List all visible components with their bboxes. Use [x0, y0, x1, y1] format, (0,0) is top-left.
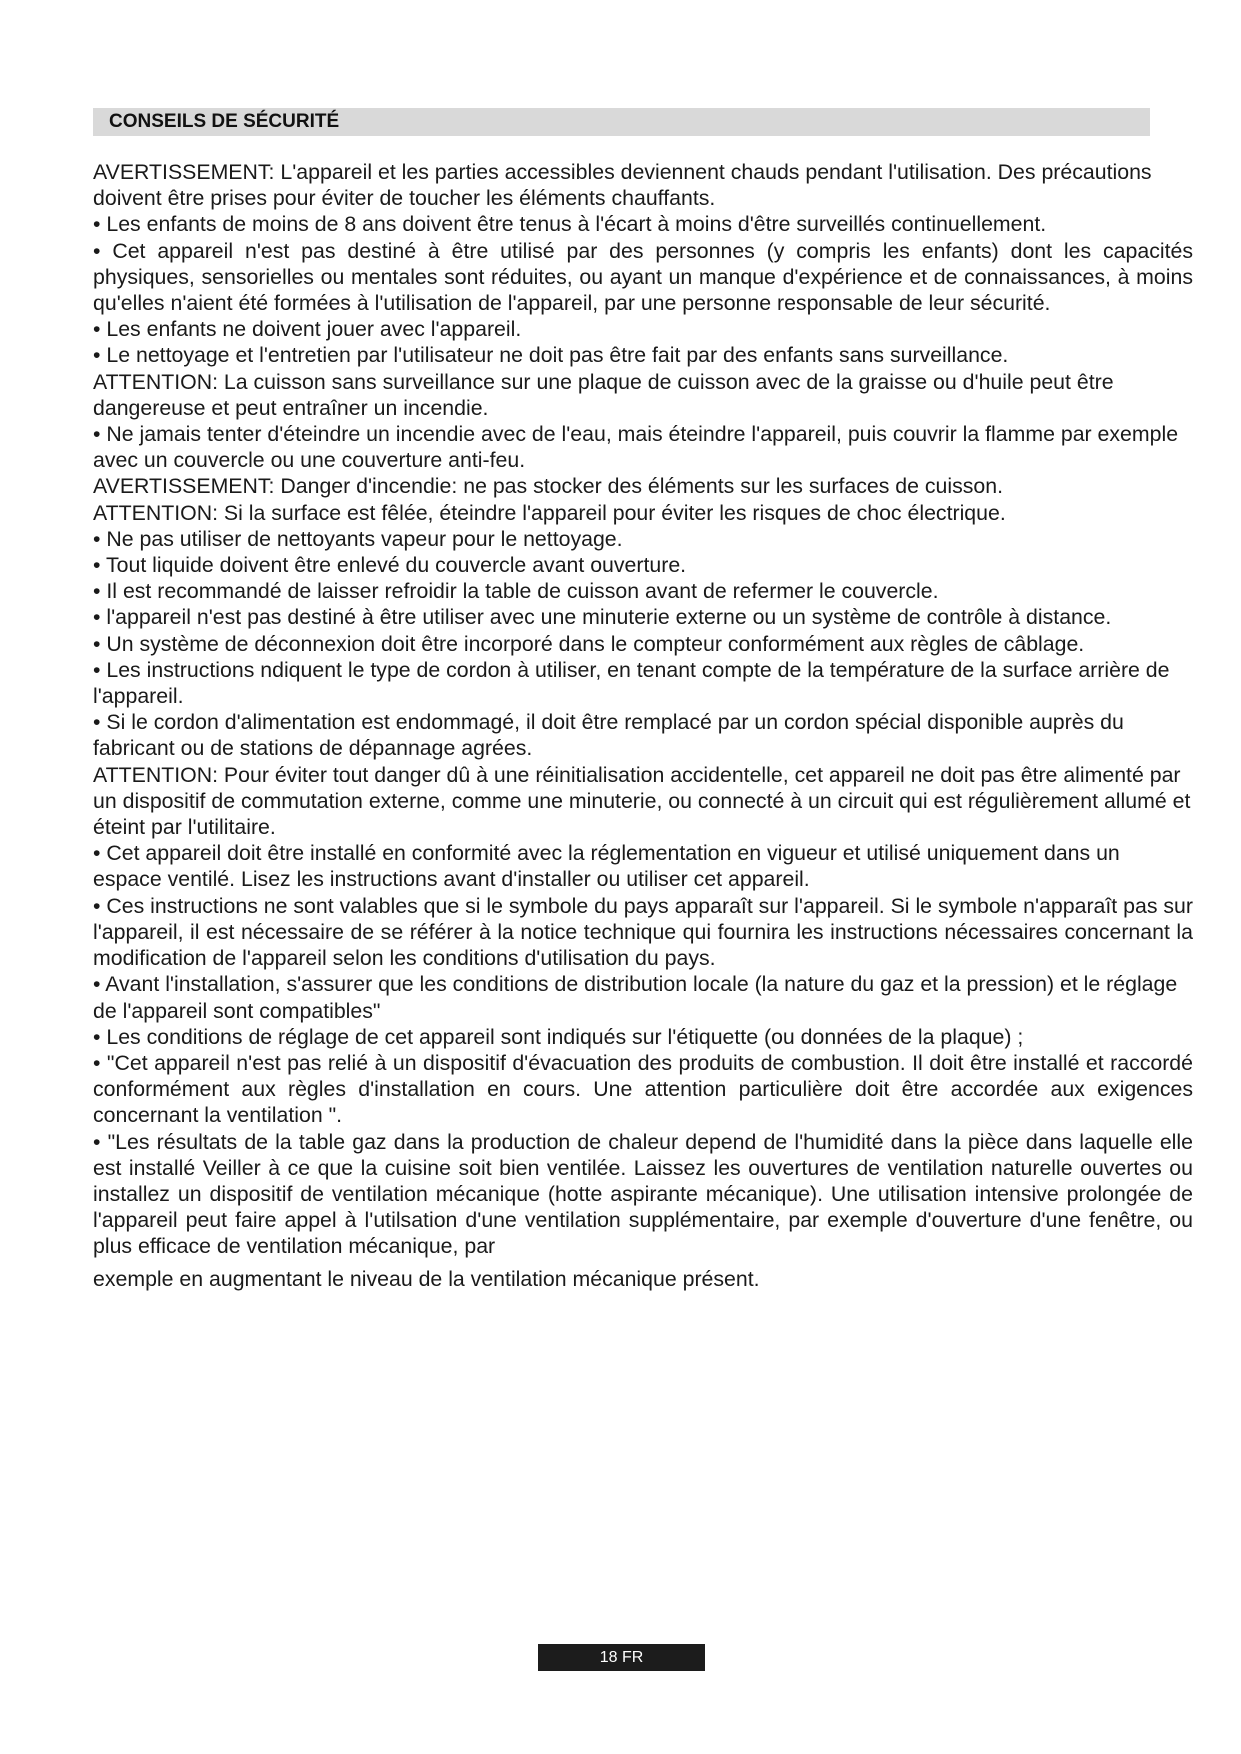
paragraph-cord-type: • Les instructions ndiquent le type de cordon à utiliser, en tenant compte de la température de la surface arrière de l'appareil. [93, 657, 1170, 709]
paragraph-adjustment-label: • Les conditions de réglage de cet appareil sont indiqués sur l'étiquette (ou données de la plaque) ; [93, 1024, 1024, 1049]
paragraph-children-age: • Les enfants de moins de 8 ans doivent être tenus à l'écart à moins d'être surveillés continuellement. [93, 212, 1047, 237]
paragraph-liquid-lid: • Tout liquide doivent être enlevé du couvercle avant ouverture. [93, 553, 687, 578]
paragraph-gas-conditions: • Avant l'installation, s'assurer que les conditions de distribution locale (la nature du gaz et la pression) et le réglage de l'appareil sont compatibles" [93, 972, 1178, 1023]
paragraph-reduced-capacities: • Cet appareil n'est pas destiné à être utilisé par des personnes (y compris les enfants) dont les capacités physiques, sensorielles ou mentales sont réduites, ou ayant un manque d'expérience et de connaissances, à moins qu'elles n'aient été formées à l'utilisation de l'appareil, par une personne responsable de leur sécurité. [93, 238, 1193, 316]
paragraph-combustion-evacuation: • "Cet appareil n'est pas relié à un dispositif d'évacuation des produits de combustion. Il doit être installé et raccordé conformément aux règles d'installation en cours. Une attention particulière doit être accordée aux exigences concernant la ventilation ". [93, 1050, 1193, 1128]
paragraph-external-timer: • l'appareil n'est pas destiné à être utiliser avec une minuterie externe ou un système de contrôle à distance. [93, 605, 1112, 630]
paragraph-disconnection: • Un système de déconnexion doit être incorporé dans le compteur conformément aux règles de câblage. [93, 631, 1085, 656]
paragraph-fire-water: • Ne jamais tenter d'éteindre un incendie avec de l'eau, mais éteindre l'appareil, puis couvrir la flamme par exemple avec un couvercle ou une couverture anti-feu. [93, 422, 1179, 473]
paragraph-cool-down: • Il est recommandé de laisser refroidir la table de cuisson avant de refermer le couvercle. [93, 579, 939, 604]
paragraph-cleaning-children: • Le nettoyage et l'entretien par l'utilisateur ne doit pas être fait par des enfants sans surveillance. [93, 343, 1009, 368]
safety-text-body [93, 159, 1193, 1292]
paragraph-attention-unattended: ATTENTION: La cuisson sans surveillance sur une plaque de cuisson avec de la graisse ou d'huile peut être dangereuse et peut entraîner un incendie. [93, 369, 1114, 420]
paragraph-country-symbol: • Ces instructions ne sont valables que si le symbole du pays apparaît sur l'appareil. Si le symbole n'apparaît pas sur l'appareil, il est nécessaire de se référer à la notice technique qui fournira les instructions nécessaires concernant la modification de l'appareil selon les conditions d'utilisation du pays. [93, 893, 1193, 971]
page-number: 18 FR [538, 1644, 705, 1671]
paragraph-children-play: • Les enfants ne doivent jouer avec l'appareil. [93, 317, 522, 342]
paragraph-ventilation: • "Les résultats de la table gaz dans la production de chaleur depend de l'humidité dans la pièce dans laquelle elle est installé Veiller à ce que la cuisine soit bien ventilée. Laissez les ouvertures de ventilation naturelle ouvertes ou installez un dispositif de ventilation mécanique (hotte aspirante mécanique). Une utilisation intensive prolongée de l'appareil peut faire appel à l'utilsation d'une ventilation supplémentaire, par exemple d'ouverture d'une fenêtre, ou plus efficace de ventilation mécanique, par [93, 1129, 1193, 1259]
paragraph-warning-fire: AVERTISSEMENT: Danger d'incendie: ne pas stocker des éléments sur les surfaces de cuisson. [93, 474, 1004, 499]
section-title: CONSEILS DE SÉCURITÉ [93, 108, 1150, 136]
paragraph-cord-damaged: • Si le cordon d'alimentation est endommagé, il doit être remplacé par un cordon spécial disponible auprès du fabricant ou de stations de dépannage agrées. [93, 710, 1124, 761]
paragraph-attention-reset: ATTENTION: Pour éviter tout danger dû à une réinitialisation accidentelle, cet appareil ne doit pas être alimenté par un dispositif de commutation externe, comme une minuterie, ou connecté à un circuit qui est régulièrement allumé et éteint par l'utilitaire. [93, 762, 1191, 840]
paragraph-steam-cleaners: • Ne pas utiliser de nettoyants vapeur pour le nettoyage. [93, 526, 623, 551]
paragraph-warning-hot-parts: AVERTISSEMENT: L'appareil et les parties accessibles deviennent chauds pendant l'utilisation. Des précautions doivent être prises pour éviter de toucher les éléments chauffants. [93, 160, 1152, 211]
paragraph-installation-regulation: • Cet appareil doit être installé en conformité avec la réglementation en vigueur et utilisé uniquement dans un espace ventilé. Lisez les instructions avant d'installer ou utiliser cet appareil. [93, 841, 1120, 892]
paragraph-ventilation-end: exemple en augmentant le niveau de la ventilation mécanique présent. [93, 1266, 760, 1291]
paragraph-attention-cracked: ATTENTION: Si la surface est fêlée, éteindre l'appareil pour éviter les risques de choc électrique. [93, 500, 1006, 525]
